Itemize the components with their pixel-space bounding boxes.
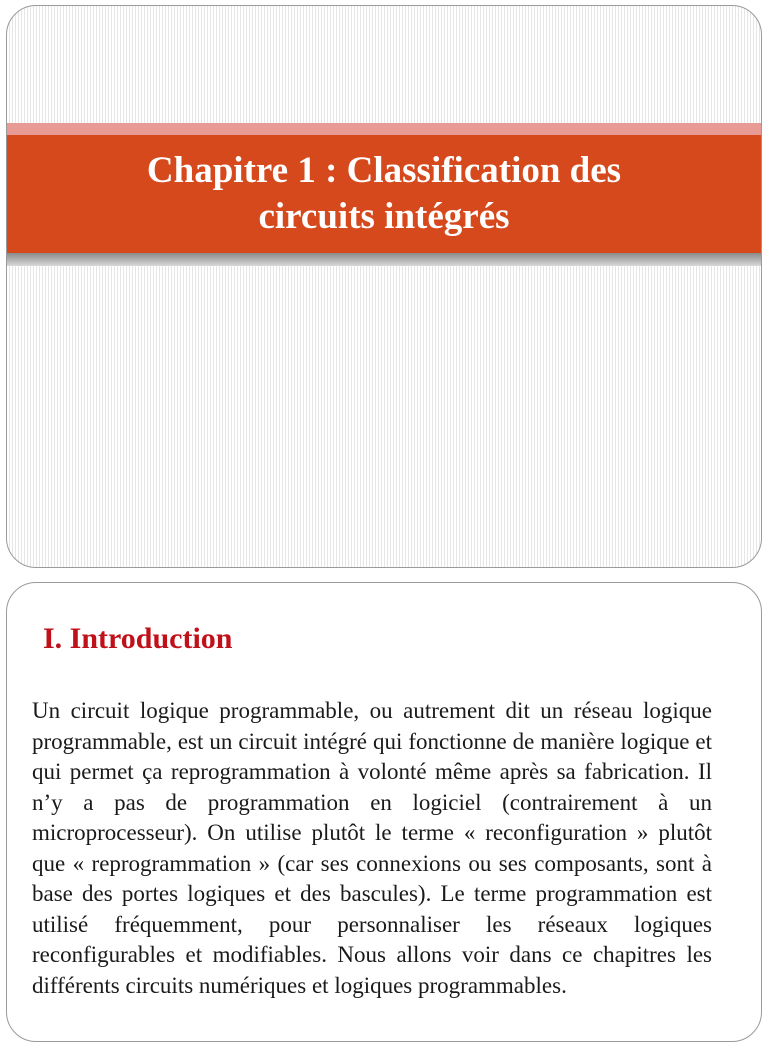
introduction-slide [6,582,762,1042]
slide-title [74,148,694,240]
introduction-paragraph: Un circuit logique programmable, ou autrement dit un réseau logique programmable, est un circuit intégré qui fonctionne de manière logique et qui permet ça reprogrammation à volonté même après sa fabrication. Il n’y a pas de programmation en logiciel (contrairement à un microprocesseur). On utilise plutôt le terme « reconfiguration » plutôt que « reprogrammation » (car ses connexions ou ses composants, sont à base des portes logiques et des bascules). Le terme programmation est utilisé fréquemment, pour personnaliser les réseaux logiques reconfigurables et modifiables. Nous allons voir dans ce chapitres les différents circuits numériques et logiques programmables. [32,698,712,998]
title-band-main [7,135,761,253]
slide-title-line-2: circuits intégrés [258,196,510,237]
section-heading: I. Introduction [43,622,233,655]
title-slide [6,5,762,568]
title-band-shadow [7,253,761,266]
title-band-highlight [7,123,761,135]
title-band [7,123,761,266]
slide-title-line-1: Chapitre 1 : Classification des [146,150,622,191]
